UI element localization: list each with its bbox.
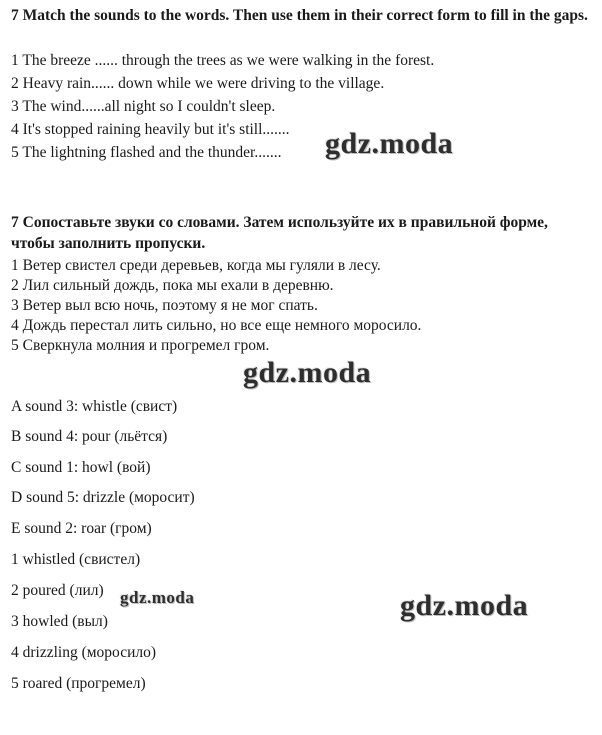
watermark-logo-4: gdz.moda [400, 589, 529, 622]
english-item-1: 1 The breeze ...... through the trees as we were walking in the forest. [11, 52, 435, 69]
match-d: D sound 5: drizzle (моросит) [11, 489, 195, 506]
match-c: C sound 1: howl (вой) [11, 459, 151, 476]
match-a: A sound 3: whistle (свист) [11, 398, 178, 415]
russian-item-2: 2 Лил сильный дождь, пока мы ехали в деревню. [11, 277, 334, 294]
answer-2: 2 poured (лил) [11, 582, 104, 599]
english-item-2: 2 Heavy rain...... down while we were driving to the village. [11, 75, 385, 92]
watermark-logo-1: gdz.moda [325, 127, 454, 160]
russian-item-3: 3 Ветер выл всю ночь, поэтому я не мог спать. [11, 297, 318, 314]
english-item-4: 4 It's stopped raining heavily but it's still....... [11, 121, 290, 138]
match-e: E sound 2: roar (гром) [11, 520, 152, 537]
russian-item-1: 1 Ветер свистел среди деревьев, когда мы гуляли в лесу. [11, 257, 381, 274]
answer-5: 5 roared (прогремел) [11, 675, 146, 692]
russian-item-4: 4 Дождь перестал лить сильно, но все еще немного моросило. [11, 317, 422, 334]
watermark-logo-2: gdz.moda [243, 356, 372, 389]
russian-item-5: 5 Сверкнула молния и прогремел гром. [11, 337, 270, 354]
english-item-3: 3 The wind......all night so I couldn't sleep. [11, 98, 276, 115]
answer-3: 3 howled (выл) [11, 613, 108, 630]
english-task-heading: 7 Match the sounds to the words. Then use them in their correct form to fill in the gaps. [11, 7, 588, 24]
watermark-logo-3: gdz.moda [120, 588, 195, 607]
answer-1: 1 whistled (свистел) [11, 551, 141, 568]
russian-task-heading: 7 Сопоставьте звуки со словами. Затем используйте их в правильной форме, чтобы заполнить пропуски. [11, 214, 548, 252]
english-item-5: 5 The lightning flashed and the thunder....... [11, 144, 282, 161]
match-b: B sound 4: pour (льётся) [11, 428, 168, 445]
answer-4: 4 drizzling (моросило) [11, 644, 157, 661]
